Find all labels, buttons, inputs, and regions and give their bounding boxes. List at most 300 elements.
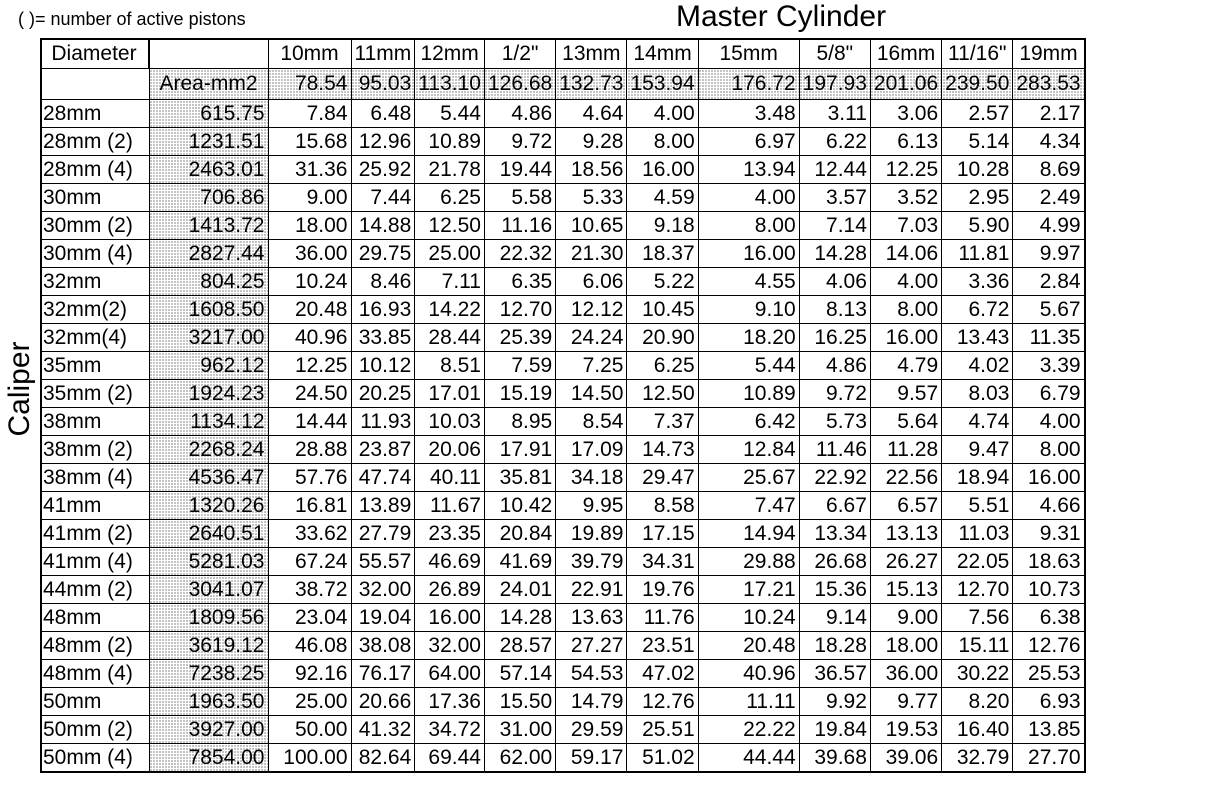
table-row [41,156,1085,184]
caliper-area-cell: 1231.51 [149,128,268,156]
ratio-cell: 20.48 [698,632,799,660]
ratio-cell: 31.36 [268,156,351,184]
ratio-cell: 23.04 [268,604,351,632]
ratio-cell: 5.44 [415,100,485,128]
ratio-cell: 16.00 [698,240,799,268]
ratio-cell: 92.16 [268,660,351,688]
caliper-size-cell: 28mm (4) [41,156,149,184]
ratio-cell: 15.50 [484,688,555,716]
mc-size-header: 14mm [627,39,698,69]
ratio-cell: 19.44 [484,156,555,184]
ratio-cell: 5.67 [1013,296,1085,324]
ratio-cell: 34.31 [627,548,698,576]
ratio-cell: 8.46 [351,268,415,296]
ratio-cell: 2.49 [1013,184,1085,212]
ratio-cell: 26.68 [799,548,870,576]
caliper-area-cell: 7854.00 [149,744,268,773]
ratio-cell: 32.79 [942,744,1013,773]
ratio-cell: 9.95 [556,492,627,520]
ratio-cell: 22.92 [799,464,870,492]
caliper-size-cell: 35mm (2) [41,380,149,408]
caliper-size-cell: 32mm [41,268,149,296]
table-row [41,548,1085,576]
ratio-cell: 30.22 [942,660,1013,688]
ratio-cell: 76.17 [351,660,415,688]
ratio-cell: 38.08 [351,632,415,660]
caliper-size-cell: 38mm (4) [41,464,149,492]
ratio-cell: 14.28 [484,604,555,632]
ratio-cell: 19.04 [351,604,415,632]
ratio-cell: 10.65 [556,212,627,240]
ratio-cell: 22.56 [870,464,941,492]
mc-area-cell: 176.72 [698,69,799,100]
ratio-cell: 8.69 [1013,156,1085,184]
ratio-cell: 2.95 [942,184,1013,212]
ratio-cell: 22.91 [556,576,627,604]
ratio-cell: 9.00 [870,604,941,632]
ratio-cell: 3.11 [799,100,870,128]
caliper-size-cell: 38mm (2) [41,436,149,464]
ratio-cell: 9.72 [484,128,555,156]
ratio-cell: 6.72 [942,296,1013,324]
table-row [41,464,1085,492]
ratio-cell: 19.53 [870,716,941,744]
ratio-cell: 25.67 [698,464,799,492]
ratio-cell: 8.20 [942,688,1013,716]
ratio-cell: 18.20 [698,324,799,352]
ratio-cell: 9.97 [1013,240,1085,268]
table-row [41,352,1085,380]
table-row [41,296,1085,324]
ratio-cell: 14.22 [415,296,485,324]
ratio-cell: 7.11 [415,268,485,296]
ratio-cell: 32.00 [351,576,415,604]
ratio-cell: 69.44 [415,744,485,773]
caliper-size-cell: 32mm(2) [41,296,149,324]
mc-size-header: 13mm [556,39,627,69]
ratio-cell: 13.13 [870,520,941,548]
ratio-cell: 8.00 [870,296,941,324]
mc-size-header: 11/16" [942,39,1013,69]
ratio-cell: 6.13 [870,128,941,156]
ratio-cell: 10.45 [627,296,698,324]
ratio-cell: 18.00 [870,632,941,660]
ratio-cell: 8.54 [556,408,627,436]
table-row [41,324,1085,352]
ratio-cell: 28.57 [484,632,555,660]
ratio-cell: 9.31 [1013,520,1085,548]
ratio-cell: 33.62 [268,520,351,548]
master-cylinder-title: Master Cylinder [676,0,887,33]
ratio-cell: 14.28 [799,240,870,268]
ratio-cell: 11.93 [351,408,415,436]
caliper-area-cell: 615.75 [149,100,268,128]
mc-area-cell: 113.10 [415,69,485,100]
ratio-cell: 50.00 [268,716,351,744]
ratio-cell: 17.36 [415,688,485,716]
ratio-cell: 14.50 [556,380,627,408]
ratio-cell: 12.76 [1013,632,1085,660]
diameter-header: Diameter [41,39,149,69]
ratio-cell: 6.25 [415,184,485,212]
mc-area-cell: 126.68 [484,69,555,100]
ratio-cell: 6.06 [556,268,627,296]
ratio-cell: 13.89 [351,492,415,520]
ratio-cell: 11.67 [415,492,485,520]
ratio-cell: 24.24 [556,324,627,352]
ratio-cell: 9.28 [556,128,627,156]
ratio-cell: 39.68 [799,744,870,773]
ratio-cell: 4.06 [799,268,870,296]
table-row [41,408,1085,436]
ratio-cell: 25.39 [484,324,555,352]
ratio-cell: 10.89 [698,380,799,408]
ratio-cell: 6.22 [799,128,870,156]
ratio-cell: 18.56 [556,156,627,184]
table-row [41,128,1085,156]
caliper-size-cell: 30mm (2) [41,212,149,240]
ratio-cell: 57.14 [484,660,555,688]
ratio-cell: 12.44 [799,156,870,184]
ratio-cell: 6.97 [698,128,799,156]
caliper-area-cell: 3217.00 [149,324,268,352]
ratio-cell: 8.00 [1013,436,1085,464]
caliper-area-cell: 2268.24 [149,436,268,464]
ratio-cell: 46.69 [415,548,485,576]
ratio-cell: 11.11 [698,688,799,716]
ratio-cell: 9.14 [799,604,870,632]
ratio-cell: 27.27 [556,632,627,660]
ratio-cell: 12.25 [268,352,351,380]
mc-area-cell: 201.06 [870,69,941,100]
ratio-cell: 25.00 [415,240,485,268]
ratio-cell: 14.88 [351,212,415,240]
ratio-cell: 13.85 [1013,716,1085,744]
ratio-cell: 10.12 [351,352,415,380]
ratio-cell: 17.91 [484,436,555,464]
ratio-cell: 16.93 [351,296,415,324]
caliper-size-cell: 35mm [41,352,149,380]
ratio-cell: 7.03 [870,212,941,240]
caliper-area-cell: 2827.44 [149,240,268,268]
caliper-size-cell: 28mm [41,100,149,128]
ratio-cell: 4.00 [870,268,941,296]
ratio-cell: 5.58 [484,184,555,212]
ratio-cell: 27.70 [1013,744,1085,773]
ratio-cell: 36.00 [870,660,941,688]
ratio-cell: 3.06 [870,100,941,128]
ratio-cell: 17.21 [698,576,799,604]
ratio-cell: 17.15 [627,520,698,548]
ratio-cell: 6.25 [627,352,698,380]
caliper-size-cell: 30mm [41,184,149,212]
caliper-area-cell: 7238.25 [149,660,268,688]
ratio-cell: 14.94 [698,520,799,548]
ratio-cell: 20.48 [268,296,351,324]
caliper-size-cell: 41mm (2) [41,520,149,548]
ratio-cell: 9.72 [799,380,870,408]
mc-size-header: 15mm [698,39,799,69]
ratio-cell: 9.57 [870,380,941,408]
ratio-cell: 5.14 [942,128,1013,156]
ratio-cell: 39.06 [870,744,941,773]
ratio-cell: 11.16 [484,212,555,240]
ratio-cell: 29.47 [627,464,698,492]
blank-area-cell [41,69,149,100]
ratio-cell: 11.76 [627,604,698,632]
caliper-size-cell: 38mm [41,408,149,436]
ratio-cell: 4.00 [698,184,799,212]
caliper-area-cell: 706.86 [149,184,268,212]
ratio-cell: 10.42 [484,492,555,520]
ratio-cell: 10.03 [415,408,485,436]
ratio-cell: 20.25 [351,380,415,408]
ratio-cell: 7.25 [556,352,627,380]
ratio-cell: 24.01 [484,576,555,604]
table-row [41,268,1085,296]
caliper-size-cell: 41mm (4) [41,548,149,576]
caliper-area-cell: 804.25 [149,268,268,296]
ratio-cell: 2.84 [1013,268,1085,296]
caliper-size-cell: 41mm [41,492,149,520]
ratio-cell: 6.35 [484,268,555,296]
ratio-cell: 18.63 [1013,548,1085,576]
caliper-size-cell: 50mm (2) [41,716,149,744]
mc-area-cell: 239.50 [942,69,1013,100]
ratio-cell: 7.44 [351,184,415,212]
ratio-cell: 4.74 [942,408,1013,436]
ratio-cell: 16.25 [799,324,870,352]
ratio-cell: 12.96 [351,128,415,156]
ratio-cell: 29.59 [556,716,627,744]
ratio-cell: 13.34 [799,520,870,548]
table-row [41,240,1085,268]
ratio-cell: 12.76 [627,688,698,716]
caliper-area-cell: 1320.26 [149,492,268,520]
ratio-cell: 6.48 [351,100,415,128]
ratio-cell: 3.39 [1013,352,1085,380]
table-row [41,436,1085,464]
ratio-cell: 16.81 [268,492,351,520]
ratio-cell: 25.00 [268,688,351,716]
caliper-area-cell: 2463.01 [149,156,268,184]
ratio-cell: 11.03 [942,520,1013,548]
caliper-size-cell: 48mm (4) [41,660,149,688]
ratio-cell: 14.44 [268,408,351,436]
ratio-cell: 5.33 [556,184,627,212]
table-row [41,660,1085,688]
caliper-area-cell: 4536.47 [149,464,268,492]
ratio-cell: 20.90 [627,324,698,352]
ratio-cell: 6.42 [698,408,799,436]
caliper-size-cell: 44mm (2) [41,576,149,604]
ratio-cell: 17.01 [415,380,485,408]
ratio-cell: 55.57 [351,548,415,576]
ratio-cell: 41.69 [484,548,555,576]
ratio-table [40,38,1086,773]
ratio-cell: 5.90 [942,212,1013,240]
ratio-cell: 28.44 [415,324,485,352]
ratio-cell: 21.30 [556,240,627,268]
ratio-cell: 14.06 [870,240,941,268]
ratio-cell: 24.50 [268,380,351,408]
ratio-cell: 15.19 [484,380,555,408]
table-row [41,604,1085,632]
ratio-cell: 40.96 [268,324,351,352]
ratio-cell: 11.81 [942,240,1013,268]
ratio-cell: 35.81 [484,464,555,492]
ratio-cell: 15.13 [870,576,941,604]
ratio-cell: 26.27 [870,548,941,576]
caliper-area-cell: 1963.50 [149,688,268,716]
ratio-cell: 15.36 [799,576,870,604]
ratio-cell: 5.22 [627,268,698,296]
ratio-cell: 19.89 [556,520,627,548]
ratio-cell: 7.14 [799,212,870,240]
ratio-cell: 8.58 [627,492,698,520]
table-row [41,380,1085,408]
ratio-cell: 8.00 [627,128,698,156]
mc-area-cell: 153.94 [627,69,698,100]
ratio-cell: 13.94 [698,156,799,184]
table-row [41,576,1085,604]
ratio-cell: 36.57 [799,660,870,688]
ratio-cell: 19.84 [799,716,870,744]
ratio-cell: 15.68 [268,128,351,156]
ratio-cell: 7.37 [627,408,698,436]
ratio-cell: 32.00 [415,632,485,660]
ratio-cell: 12.84 [698,436,799,464]
ratio-cell: 2.17 [1013,100,1085,128]
mc-area-cell: 197.93 [799,69,870,100]
ratio-cell: 59.17 [556,744,627,773]
ratio-cell: 29.75 [351,240,415,268]
ratio-cell: 36.00 [268,240,351,268]
ratio-cell: 46.08 [268,632,351,660]
ratio-cell: 7.47 [698,492,799,520]
ratio-cell: 29.88 [698,548,799,576]
ratio-cell: 4.00 [1013,408,1085,436]
ratio-cell: 12.12 [556,296,627,324]
ratio-cell: 7.59 [484,352,555,380]
mc-size-header: 1/2" [484,39,555,69]
ratio-cell: 54.53 [556,660,627,688]
ratio-cell: 4.02 [942,352,1013,380]
ratio-cell: 39.79 [556,548,627,576]
blank-header-cell [149,39,268,69]
ratio-cell: 8.51 [415,352,485,380]
ratio-cell: 41.32 [351,716,415,744]
ratio-cell: 6.38 [1013,604,1085,632]
header-row-sizes [41,39,1085,69]
caliper-size-cell: 32mm(4) [41,324,149,352]
ratio-cell: 9.92 [799,688,870,716]
ratio-cell: 3.57 [799,184,870,212]
ratio-cell: 4.86 [799,352,870,380]
caliper-area-cell: 962.12 [149,352,268,380]
ratio-cell: 47.02 [627,660,698,688]
caliper-label: Caliper [3,341,36,437]
mc-area-cell: 132.73 [556,69,627,100]
ratio-cell: 16.00 [1013,464,1085,492]
mc-size-header: 11mm [351,39,415,69]
ratio-cell: 12.50 [627,380,698,408]
ratio-cell: 6.67 [799,492,870,520]
ratio-cell: 34.18 [556,464,627,492]
ratio-cell: 2.57 [942,100,1013,128]
ratio-cell: 7.84 [268,100,351,128]
ratio-cell: 10.24 [698,604,799,632]
caliper-area-cell: 1608.50 [149,296,268,324]
table-row [41,212,1085,240]
ratio-cell: 16.00 [415,604,485,632]
table-row [41,716,1085,744]
ratio-cell: 44.44 [698,744,799,773]
ratio-cell: 13.63 [556,604,627,632]
caliper-size-cell: 28mm (2) [41,128,149,156]
ratio-cell: 19.76 [627,576,698,604]
ratio-cell: 62.00 [484,744,555,773]
ratio-cell: 6.79 [1013,380,1085,408]
ratio-cell: 20.84 [484,520,555,548]
caliper-area-cell: 3041.07 [149,576,268,604]
ratio-cell: 22.32 [484,240,555,268]
table-row [41,520,1085,548]
table-row [41,184,1085,212]
ratio-cell: 18.00 [268,212,351,240]
ratio-cell: 18.37 [627,240,698,268]
ratio-cell: 33.85 [351,324,415,352]
table-row [41,744,1085,773]
ratio-cell: 3.48 [698,100,799,128]
ratio-cell: 4.79 [870,352,941,380]
ratio-cell: 4.34 [1013,128,1085,156]
ratio-cell: 26.89 [415,576,485,604]
caliper-size-cell: 48mm [41,604,149,632]
ratio-cell: 67.24 [268,548,351,576]
ratio-cell: 18.28 [799,632,870,660]
ratio-cell: 12.50 [415,212,485,240]
ratio-cell: 82.64 [351,744,415,773]
ratio-cell: 15.11 [942,632,1013,660]
ratio-cell: 16.00 [627,156,698,184]
area-header: Area-mm2 [149,69,268,100]
ratio-cell: 8.03 [942,380,1013,408]
ratio-cell: 27.79 [351,520,415,548]
ratio-cell: 13.43 [942,324,1013,352]
caliper-area-cell: 1413.72 [149,212,268,240]
ratio-cell: 16.40 [942,716,1013,744]
ratio-cell: 9.10 [698,296,799,324]
ratio-cell: 5.73 [799,408,870,436]
header-row-areas [41,69,1085,100]
ratio-cell: 57.76 [268,464,351,492]
ratio-cell: 22.22 [698,716,799,744]
mc-area-cell: 283.53 [1013,69,1085,100]
piston-note: ( )= number of active pistons [18,9,246,29]
ratio-cell: 23.51 [627,632,698,660]
ratio-cell: 12.25 [870,156,941,184]
ratio-cell: 18.94 [942,464,1013,492]
caliper-area-cell: 3927.00 [149,716,268,744]
ratio-cell: 11.35 [1013,324,1085,352]
mc-area-cell: 78.54 [268,69,351,100]
ratio-cell: 3.36 [942,268,1013,296]
ratio-cell: 40.96 [698,660,799,688]
ratio-cell: 10.73 [1013,576,1085,604]
ratio-cell: 9.77 [870,688,941,716]
table-row [41,100,1085,128]
